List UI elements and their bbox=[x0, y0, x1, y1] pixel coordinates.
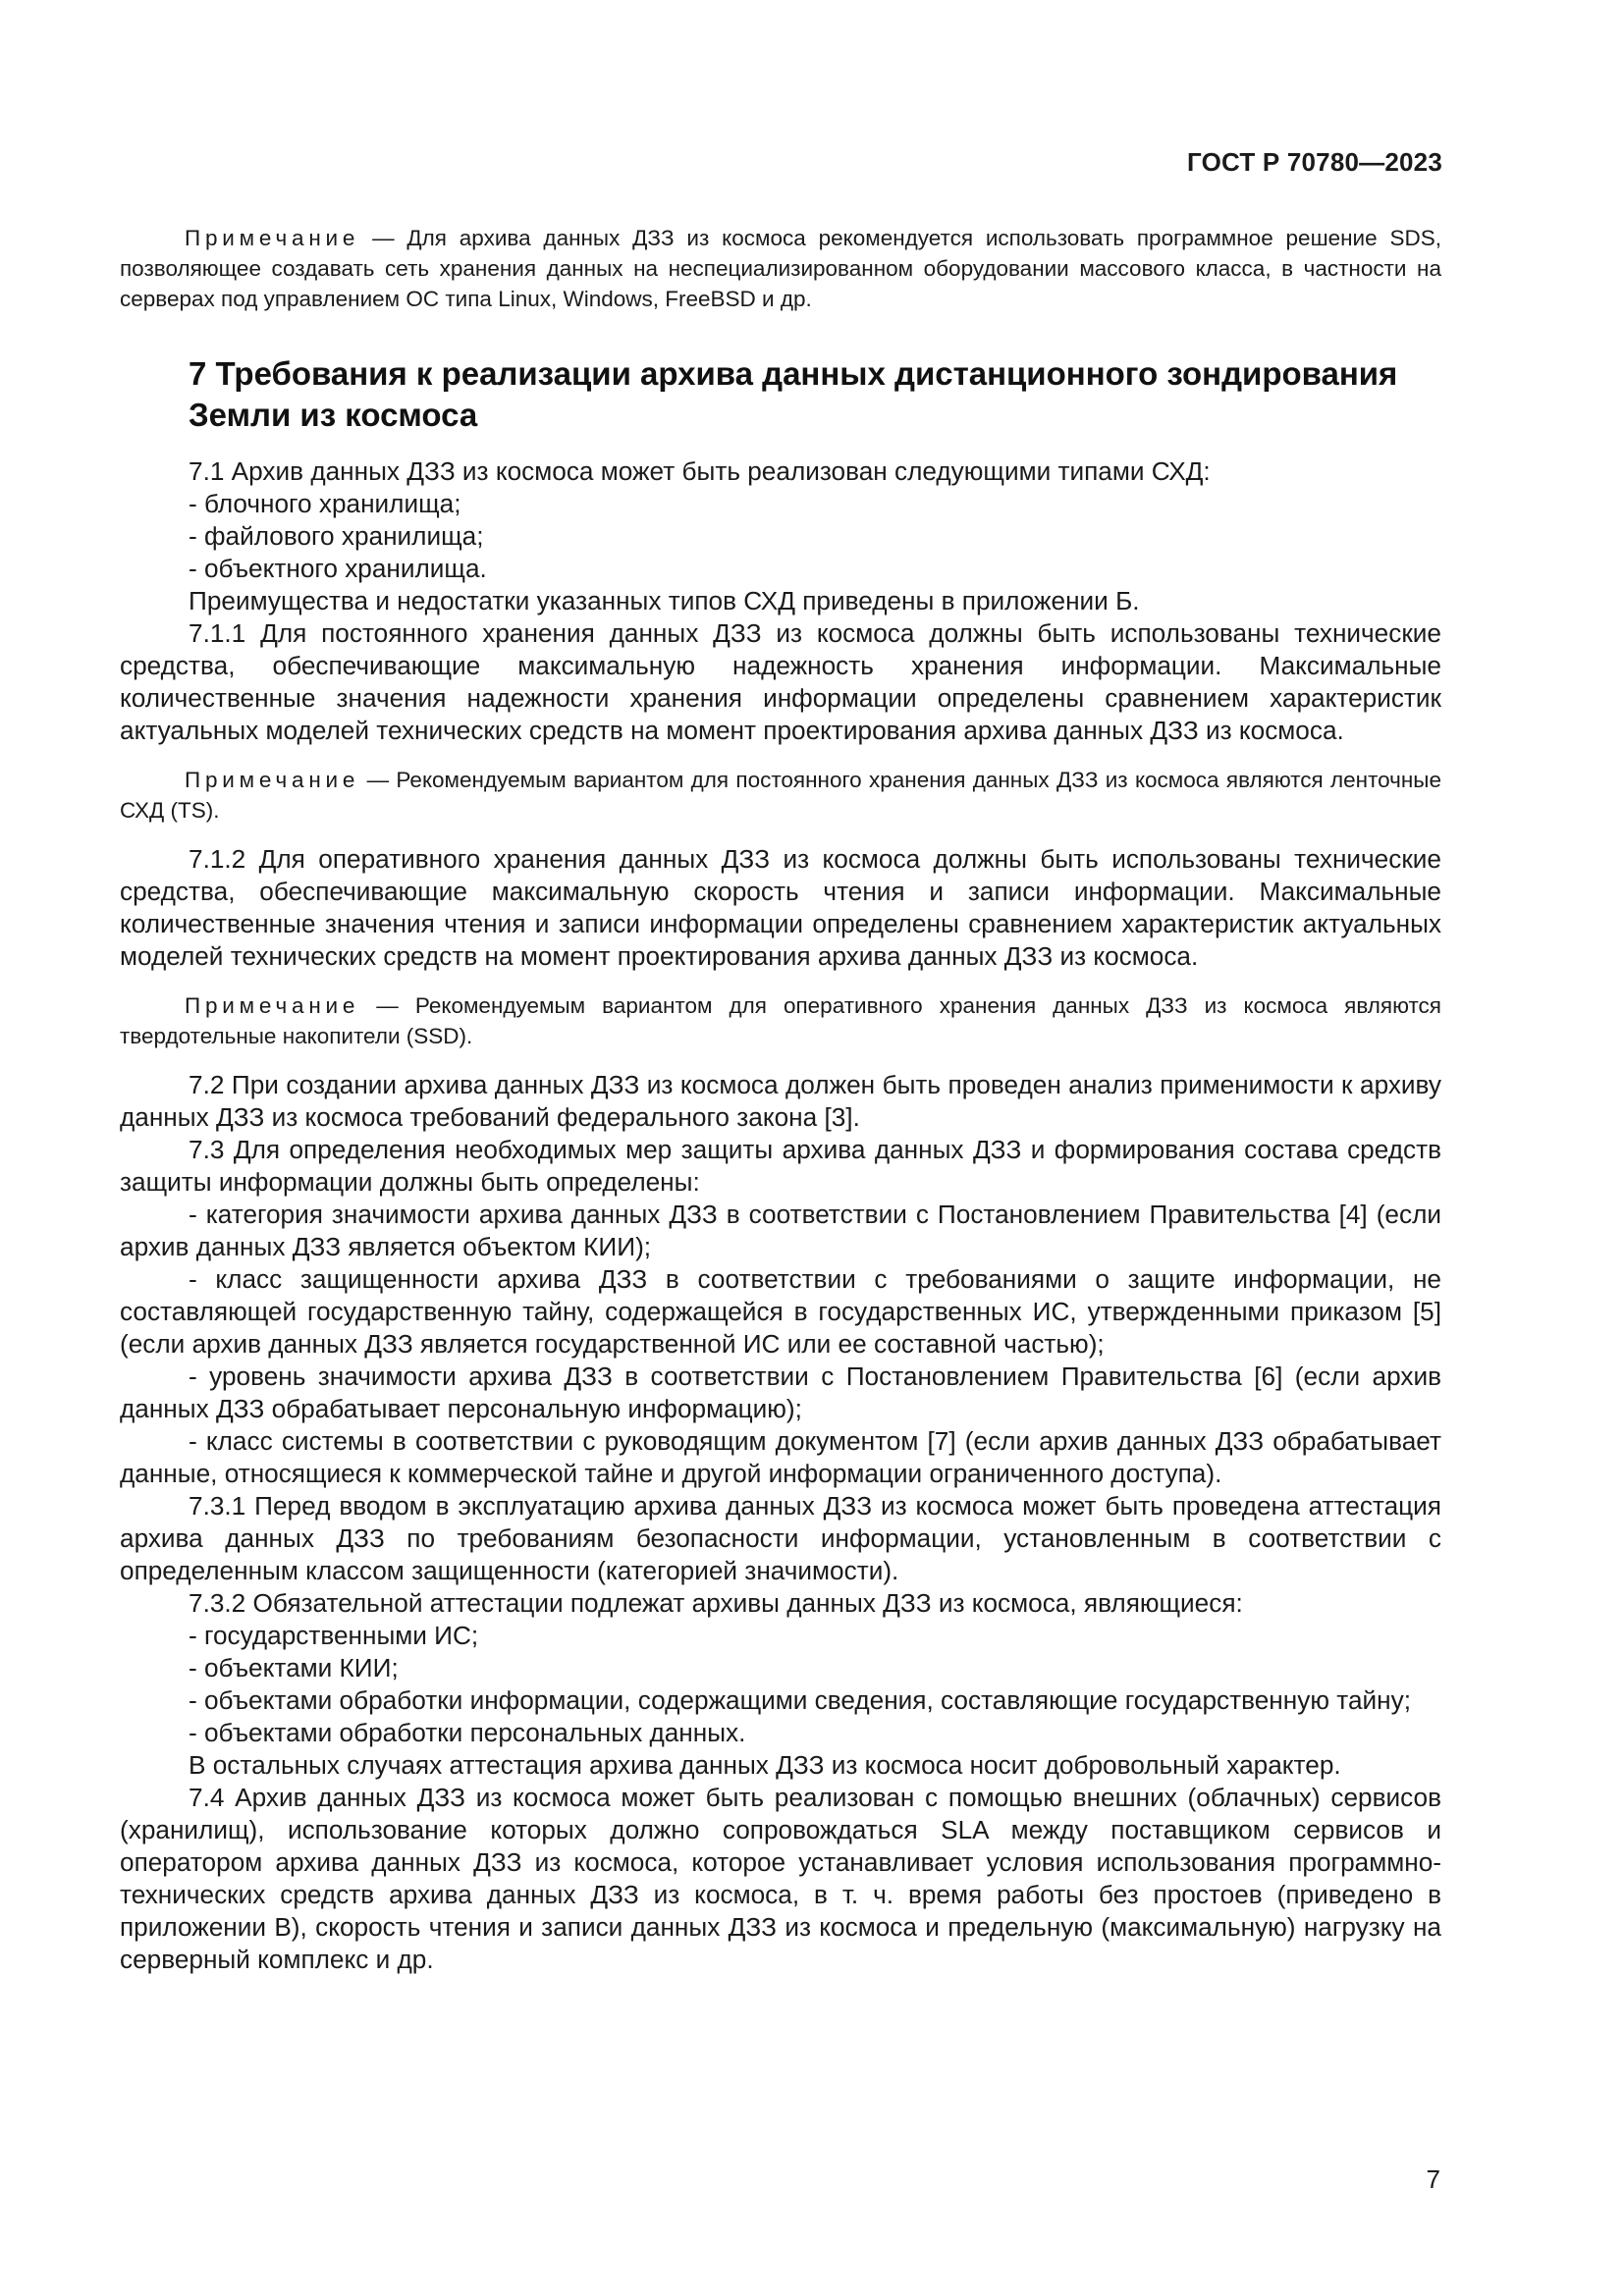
list-item: - уровень значимости архива ДЗЗ в соответствии с Постановлением Правительства [6] (если архив данных ДЗЗ обрабатывает персональную информацию); bbox=[120, 1362, 1441, 1423]
clause-7-3-2-tail: В остальных случаях аттестация архива данных ДЗЗ из космоса носит добровольный характер. bbox=[189, 1750, 1341, 1780]
list-item: - объектами КИИ; bbox=[189, 1653, 399, 1682]
note-text: — Рекомендуемым вариантом для постоянного хранения данных ДЗЗ из космоса являются ленточные СХД (TS). bbox=[120, 768, 1441, 823]
clause-7-4: 7.4 Архив данных ДЗЗ из космоса может быть реализован с помощью внешних (облачных) сервисов (хранилищ), использование которых должно сопровождаться SLA между поставщиком сервисов и оператором архива данных ДЗЗ из космоса, которое устанавливает условия использования программно-технических средств архива данных ДЗЗ из космоса, в т. ч. время работы без простоев (приведено в приложении В), скорость чтения и записи данных ДЗЗ из космоса и предельную (максимальную) нагрузку на серверный комплекс и др. bbox=[120, 1783, 1441, 1974]
list-item: - объектного хранилища. bbox=[189, 554, 487, 583]
list-item: - государственными ИС; bbox=[189, 1621, 479, 1650]
list-item: - объектами обработки информации, содержащими сведения, составляющие государственную тайну; bbox=[189, 1685, 1411, 1715]
clause-7-3-1: 7.3.1 Перед вводом в эксплуатацию архива данных ДЗЗ из космоса может быть проведена аттестация архива данных ДЗЗ по требованиям безопасности информации, установленным в соответствии с определенным классом защищенности (категорией значимости). bbox=[120, 1491, 1441, 1585]
note-text: — Рекомендуемым вариантом для оперативного хранения данных ДЗЗ из космоса являются твердотельные накопители (SSD). bbox=[120, 993, 1441, 1048]
list-item: - файлового хранилища; bbox=[189, 521, 484, 551]
note-paragraph bbox=[120, 765, 1441, 826]
note-text: — Для архива данных ДЗЗ из космоса рекомендуется использовать программное решение SDS, позволяющее создавать сеть хранения данных на неспециализированном оборудовании массового класса, в частности на серверах под управлением ОС типа Linux, Windows, FreeBSD и др. bbox=[120, 226, 1441, 311]
clause-7-1-tail: Преимущества и недостатки указанных типов СХД приведены в приложении Б. bbox=[189, 586, 1140, 615]
page-number: 7 bbox=[1426, 2164, 1440, 2194]
note-label: Примечание bbox=[185, 993, 360, 1018]
list-item: - блочного хранилища; bbox=[189, 489, 461, 518]
clause-7-1-1: 7.1.1 Для постоянного хранения данных ДЗЗ из космоса должны быть использованы технические средства, обеспечивающие максимальную надежность хранения информации. Максимальные количественные значения надежности хранения информации определены сравнением характеристик актуальных моделей технических средств на момент проектирования архива данных ДЗЗ из космоса. bbox=[120, 618, 1441, 745]
list-item: - объектами обработки персональных данных. bbox=[189, 1718, 746, 1747]
note-paragraph bbox=[120, 990, 1441, 1051]
note-label: Примечание bbox=[185, 768, 360, 792]
clause-7-1-2: 7.1.2 Для оперативного хранения данных ДЗЗ из космоса должны быть использованы технические средства, обеспечивающие максимальную скорость чтения и записи информации. Максимальные количественные значения чтения и записи информации определены сравнением характеристик актуальных моделей технических средств на момент проектирования архива данных ДЗЗ из космоса. bbox=[120, 844, 1441, 971]
clause-7-2: 7.2 При создании архива данных ДЗЗ из космоса должен быть проведен анализ применимости к архиву данных ДЗЗ из космоса требований федерального закона [3]. bbox=[120, 1070, 1441, 1132]
clause-7-3-2: 7.3.2 Обязательной аттестации подлежат архивы данных ДЗЗ из космоса, являющиеся: bbox=[189, 1588, 1243, 1618]
page-body bbox=[120, 223, 1441, 1976]
clause-7-1: 7.1 Архив данных ДЗЗ из космоса может быть реализован следующими типами СХД: bbox=[189, 456, 1211, 486]
note-label: Примечание bbox=[185, 226, 360, 250]
section-heading: 7 Требования к реализации архива данных дистанционного зондирования Земли из космоса bbox=[189, 355, 1398, 433]
note-paragraph bbox=[120, 223, 1441, 314]
list-item: - класс системы в соответствии с руководящим документом [7] (если архив данных ДЗЗ обрабатывает данные, относящиеся к коммерческой тайне и другой информации ограниченного доступа). bbox=[120, 1426, 1441, 1488]
list-item: - категория значимости архива данных ДЗЗ в соответствии с Постановлением Правительства [4] (если архив данных ДЗЗ является объектом КИИ); bbox=[120, 1200, 1441, 1261]
clause-7-3: 7.3 Для определения необходимых мер защиты архива данных ДЗЗ и формирования состава средств защиты информации должны быть определены: bbox=[120, 1135, 1441, 1197]
list-item: - класс защищенности архива ДЗЗ в соответствии с требованиями о защите информации, не составляющей государственную тайну, содержащейся в государственных ИС, утвержденными приказом [5] (если архив данных ДЗЗ является государственной ИС или ее составной частью); bbox=[120, 1264, 1441, 1359]
standard-code: ГОСТ Р 70780—2023 bbox=[1187, 147, 1442, 177]
